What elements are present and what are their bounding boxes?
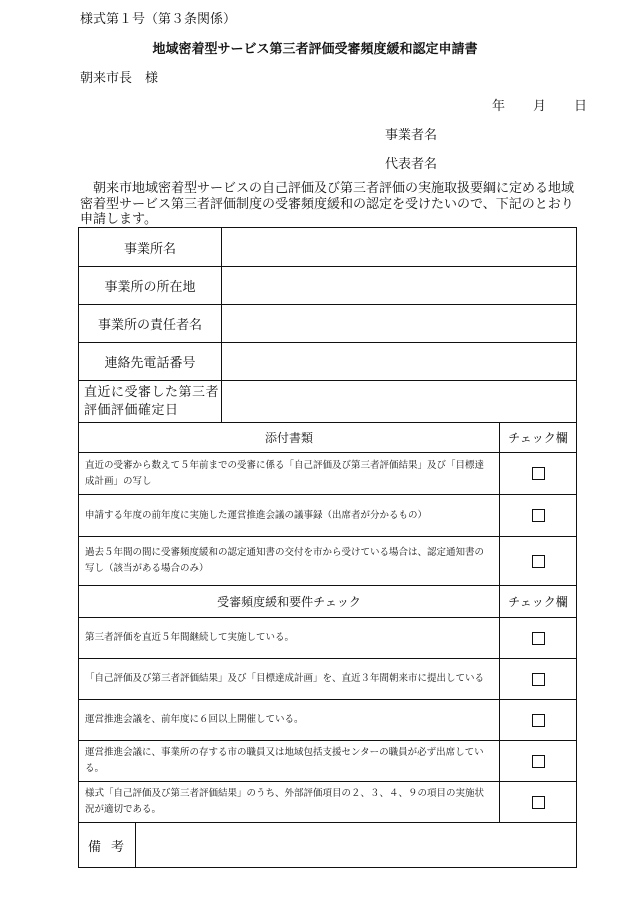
manager-name-field[interactable]: [222, 305, 576, 342]
remarks-label: 備考: [79, 823, 136, 867]
attachment-item: 直近の受審から数えて５年前までの受審に係る「自己評価及び第三者評価結果」及び「目標達成計画」の写し: [79, 453, 500, 494]
field-row-office-name: [79, 228, 576, 266]
requirements-header: 受審頻度緩和要件チェック: [79, 586, 500, 617]
requirement-row: [79, 617, 576, 658]
attachment-row: [79, 452, 576, 494]
field-row-evaluation-date: [79, 380, 576, 422]
field-label: 直近に受審した第三者評価評価確定日: [79, 381, 222, 422]
remarks-field[interactable]: [136, 823, 576, 867]
requirement-item: 「自己評価及び第三者評価結果」及び「目標達成計画」を、直近３年間朝来市に提出している: [79, 659, 500, 699]
field-row-phone: [79, 342, 576, 380]
intro-paragraph: 朝来市地域密着型サービスの自己評価及び第三者評価の実施取扱要綱に定める地域密着型サービス第三者評価制度の受審頻度緩和の認定を受けたいので、下記のとおり申請します。: [80, 181, 575, 227]
evaluation-date-field[interactable]: [222, 381, 576, 422]
attachment-row: [79, 536, 576, 585]
requirement-checkbox[interactable]: [532, 673, 545, 686]
date-year-label: 年: [492, 99, 506, 114]
date-month-label: 月: [533, 99, 547, 114]
requirement-item: 運営推進会議に、事業所の存する市の職員又は地域包括支援センターの職員が必ず出席している。: [79, 741, 500, 781]
requirement-row: [79, 740, 576, 781]
business-name-label: 事業者名: [385, 128, 438, 143]
attachments-header: 添付書類: [79, 423, 500, 452]
requirement-item: 運営推進会議を、前年度に６回以上開催している。: [79, 700, 500, 740]
requirement-item: 第三者評価を直近５年間継続して実施している。: [79, 618, 500, 658]
application-table: [78, 227, 577, 868]
requirement-checkbox[interactable]: [532, 796, 545, 809]
phone-field[interactable]: [222, 343, 576, 380]
requirement-row: [79, 699, 576, 740]
remarks-row: [79, 822, 576, 867]
check-column-header: チェック欄: [508, 431, 568, 445]
field-row-manager-name: [79, 304, 576, 342]
attachment-checkbox[interactable]: [532, 555, 545, 568]
attachment-item: 過去５年間の間に受審頻度緩和の認定通知書の交付を市から受けている場合は、認定通知書の写し（該当がある場合のみ）: [79, 537, 500, 585]
requirement-row: [79, 658, 576, 699]
requirement-checkbox[interactable]: [532, 755, 545, 768]
field-row-office-address: [79, 266, 576, 304]
requirement-row: [79, 781, 576, 822]
form-number: 様式第１号（第３条関係）: [80, 12, 237, 27]
requirements-header-row: [79, 585, 576, 617]
page-title: 地域密着型サービス第三者評価受審頻度緩和認定申請書: [152, 42, 478, 57]
attachment-item: 申請する年度の前年度に実施した運営推進会議の議事録（出席者が分かるもの）: [79, 495, 500, 536]
attachment-row: [79, 494, 576, 536]
office-name-field[interactable]: [222, 228, 576, 266]
check-column-header: チェック欄: [508, 595, 568, 609]
attachments-header-row: [79, 422, 576, 452]
field-label: 連絡先電話番号: [79, 343, 222, 380]
representative-label: 代表者名: [385, 157, 438, 172]
requirement-item: 様式「自己評価及び第三者評価結果」のうち、外部評価項目の２、３、４、９の項目の実施状況が適切である。: [79, 782, 500, 822]
office-address-field[interactable]: [222, 267, 576, 304]
addressee: 朝来市長 様: [80, 71, 159, 86]
requirement-checkbox[interactable]: [532, 632, 545, 645]
field-label: 事業所の責任者名: [79, 305, 222, 342]
date-day-label: 日: [574, 99, 588, 114]
attachment-checkbox[interactable]: [532, 467, 545, 480]
field-label: 事業所の所在地: [79, 267, 222, 304]
requirement-checkbox[interactable]: [532, 714, 545, 727]
field-label: 事業所名: [79, 228, 222, 266]
date-line: [492, 95, 587, 114]
attachment-checkbox[interactable]: [532, 509, 545, 522]
